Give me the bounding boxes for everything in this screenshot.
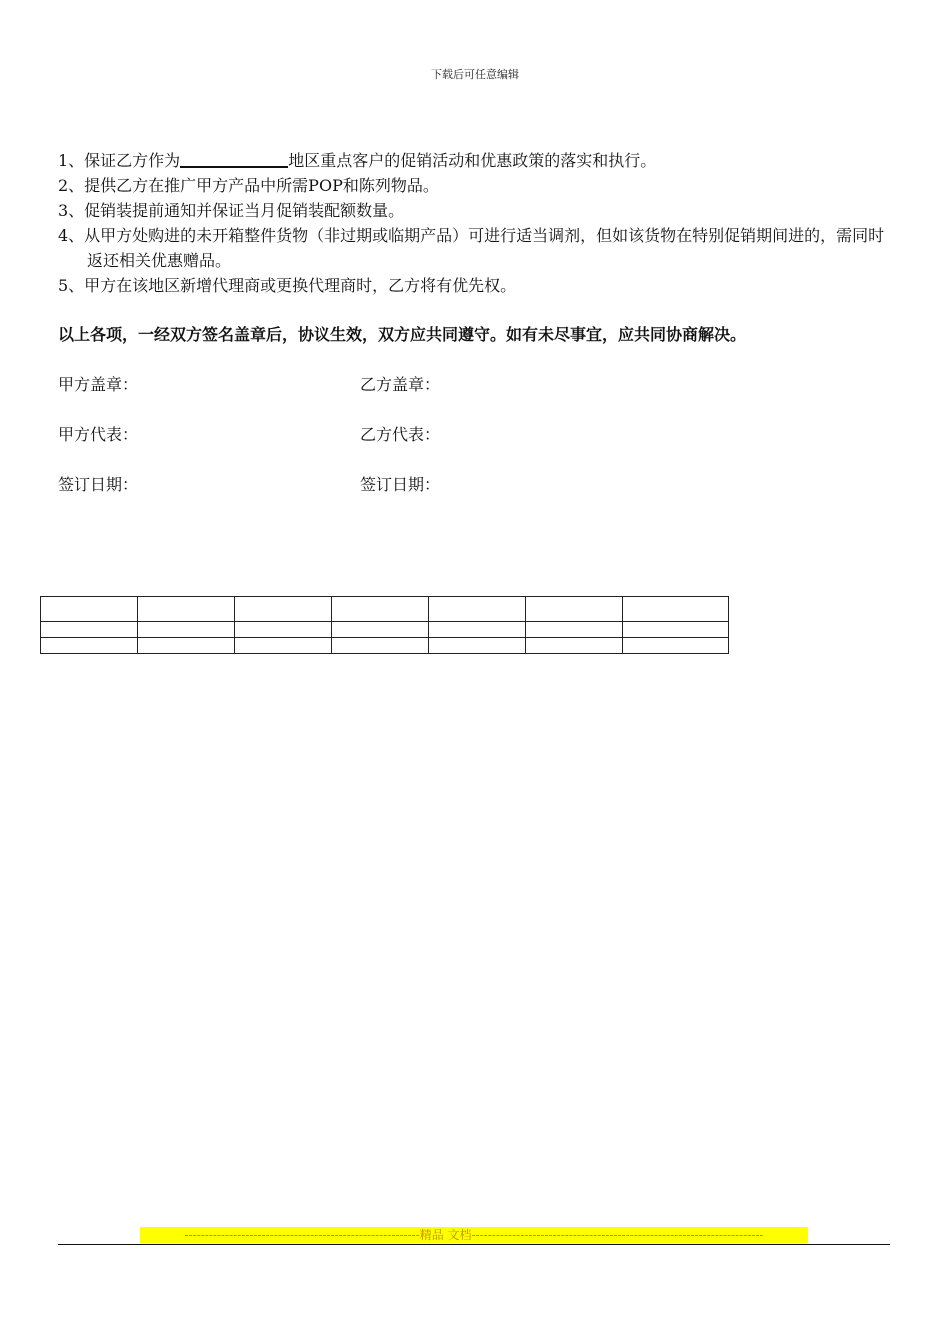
footer-left-dashes: ---------------------------------------------------------- xyxy=(184,1228,420,1242)
clause-list xyxy=(58,148,894,298)
footer-label: 精品 文档 xyxy=(419,1228,472,1242)
party-a-seal-label: 甲方盖章： xyxy=(58,375,139,394)
table-cell xyxy=(623,597,729,622)
table-cell xyxy=(138,622,235,638)
table-cell xyxy=(138,597,235,622)
clause-2: 2、提供乙方在推广甲方产品中所需POP和陈列物品。 xyxy=(58,176,439,195)
clause-1 xyxy=(58,148,894,173)
clause-5: 5、甲方在该地区新增代理商或更换代理商时，乙方将有优先权。 xyxy=(58,276,517,295)
clause-3: 3、促销装提前通知并保证当月促销装配额数量。 xyxy=(58,201,405,220)
table-cell xyxy=(429,622,526,638)
table-cell xyxy=(41,622,138,638)
clause-4: 4、从甲方处购进的未开箱整件货物（非过期或临期产品）可进行适当调剂，但如该货物在特别促销期间进的，需同时返还相关优惠赠品。 xyxy=(58,226,885,270)
footer-divider xyxy=(58,1244,890,1245)
table-cell xyxy=(332,638,429,654)
table-cell xyxy=(429,597,526,622)
party-a-rep-label: 甲方代表： xyxy=(58,425,139,444)
table-cell xyxy=(526,597,623,622)
party-b-date-label: 签订日期： xyxy=(360,475,441,494)
party-b-seal-label: 乙方盖章： xyxy=(360,375,441,394)
table-row xyxy=(41,622,729,638)
agreement-summary: 以上各项，一经双方签名盖章后，协议生效，双方应共同遵守。如有未尽事宜，应共同协商解决。 xyxy=(58,325,747,344)
table-cell xyxy=(235,597,332,622)
table-cell xyxy=(235,622,332,638)
empty-table xyxy=(40,596,729,654)
table-row xyxy=(41,597,729,622)
region-blank-field xyxy=(180,148,288,168)
table-cell xyxy=(138,638,235,654)
table-cell xyxy=(623,622,729,638)
footer-banner xyxy=(140,1227,808,1243)
table-row xyxy=(41,638,729,654)
table-cell xyxy=(41,638,138,654)
table-cell xyxy=(332,597,429,622)
party-a-date-label: 签订日期： xyxy=(58,475,139,494)
table-cell xyxy=(41,597,138,622)
table-cell xyxy=(235,638,332,654)
table-cell xyxy=(623,638,729,654)
table-cell xyxy=(332,622,429,638)
table-cell xyxy=(429,638,526,654)
table-cell xyxy=(526,638,623,654)
clause-1-before: 1、保证乙方作为 xyxy=(58,151,181,170)
footer-right-dashes: ------------------------------------------------------------------------ xyxy=(471,1228,764,1242)
table-cell xyxy=(526,622,623,638)
party-b-rep-label: 乙方代表： xyxy=(360,425,441,444)
clause-1-after: 地区重点客户的促销活动和优惠政策的落实和执行。 xyxy=(288,151,657,170)
header-note: 下载后可任意编辑 xyxy=(431,68,519,81)
